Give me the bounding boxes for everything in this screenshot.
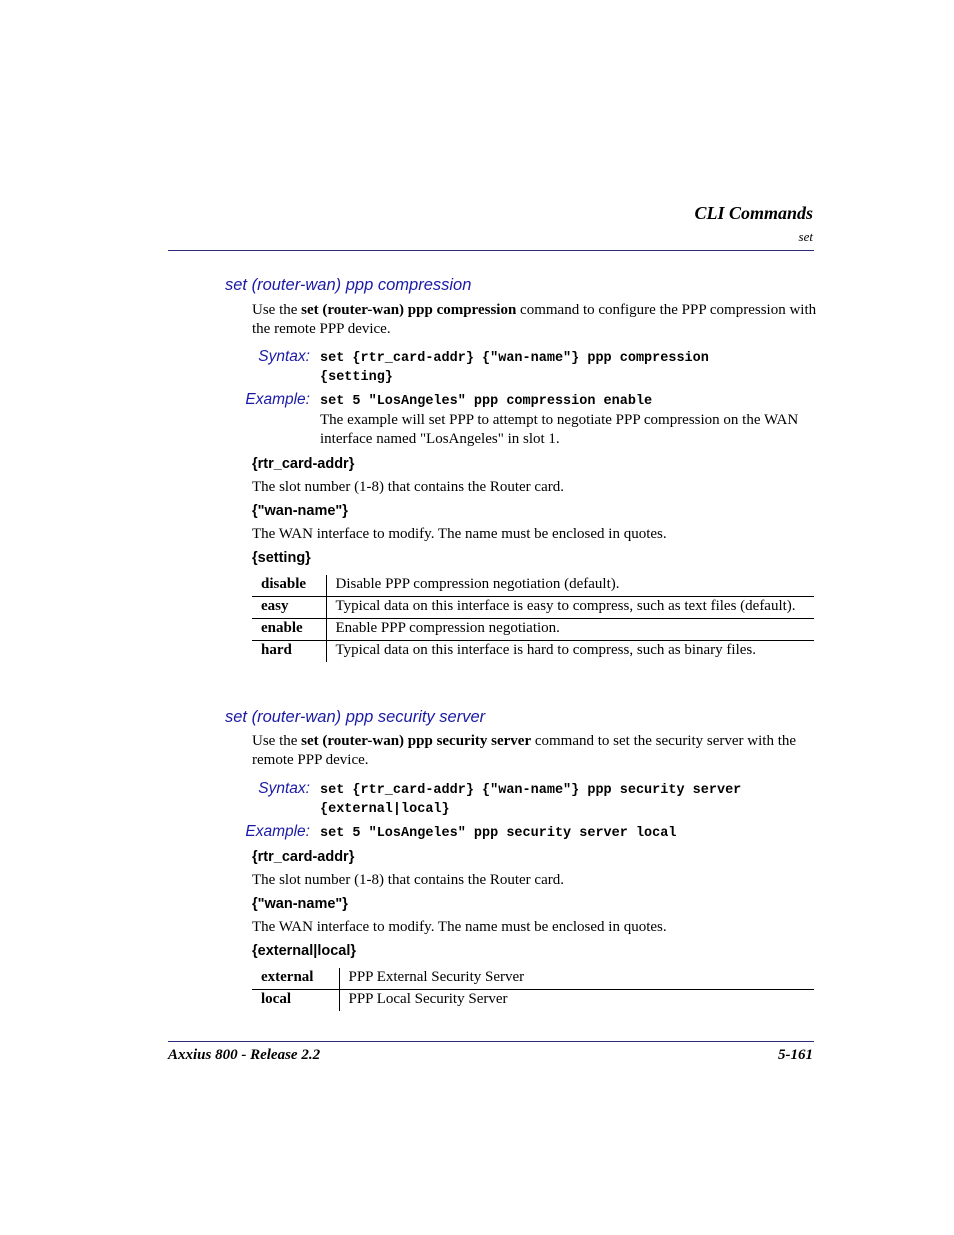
intro-text: Use the <box>252 302 302 318</box>
page-header-title: CLI Commands <box>694 203 813 223</box>
syntax-line: {external|local} <box>320 802 450 817</box>
option-value: PPP Local Security Server <box>339 990 814 1012</box>
section-heading-compression: set (router-wan) ppp compression <box>225 276 472 294</box>
option-value: Typical data on this interface is hard to compress, such as binary files. <box>326 641 814 663</box>
option-key: enable <box>252 619 326 641</box>
option-key: easy <box>252 597 326 619</box>
intro-text: command to set the security server with the remote PPP device. <box>252 733 797 768</box>
param-name: {external|local} <box>252 943 356 959</box>
intro-command: set (router-wan) ppp security server <box>301 733 532 749</box>
syntax-line: set {rtr_card-addr} {"wan-name"} ppp compression <box>320 351 709 366</box>
page-header-subtitle: set <box>798 229 813 244</box>
param-name: {setting} <box>252 550 311 566</box>
param-name: {"wan-name"} <box>252 896 348 912</box>
table-row <box>252 575 814 597</box>
syntax-line: {setting} <box>320 370 393 385</box>
param-description: The slot number (1-8) that contains the Router card. <box>252 479 564 495</box>
intro-text: command to configure the PPP compression with the remote PPP device. <box>252 302 817 337</box>
intro-command: set (router-wan) ppp compression <box>301 302 517 318</box>
param-name: {"wan-name"} <box>252 503 348 519</box>
example-description: The example will set PPP to attempt to negotiate PPP compression on the WAN interface named "LosAngeles" in slot 1. <box>320 412 799 447</box>
syntax-label: Syntax: <box>258 780 310 797</box>
example-label: Example: <box>245 823 310 840</box>
footer-page-number: 5-161 <box>778 1047 813 1063</box>
section-heading-security-server: set (router-wan) ppp security server <box>225 708 486 726</box>
option-value: Enable PPP compression negotiation. <box>326 619 814 641</box>
option-key: local <box>252 990 339 1012</box>
options-table-security-server <box>252 968 814 1011</box>
param-description: The WAN interface to modify. The name must be enclosed in quotes. <box>252 919 667 935</box>
syntax-label: Syntax: <box>258 348 310 365</box>
table-row <box>252 641 814 663</box>
table-row <box>252 968 814 990</box>
table-row <box>252 990 814 1012</box>
param-name: {rtr_card-addr} <box>252 849 355 865</box>
example-code: set 5 "LosAngeles" ppp security server local <box>320 826 677 841</box>
syntax-line: set {rtr_card-addr} {"wan-name"} ppp security server <box>320 783 742 798</box>
option-value: Disable PPP compression negotiation (default). <box>335 576 620 592</box>
header-rule <box>168 250 814 251</box>
footer-rule <box>168 1041 814 1042</box>
example-label: Example: <box>245 391 310 408</box>
option-value: PPP External Security Server <box>348 969 525 985</box>
footer-product: Axxius 800 - Release 2.2 <box>168 1047 321 1063</box>
param-description: The WAN interface to modify. The name must be enclosed in quotes. <box>252 526 667 542</box>
table-row <box>252 597 814 619</box>
table-row <box>252 619 814 641</box>
option-key: disable <box>252 575 326 597</box>
options-table-compression <box>252 575 814 662</box>
option-value: Typical data on this interface is easy to compress, such as text files (default). <box>326 597 814 619</box>
example-code: set 5 "LosAngeles" ppp compression enable <box>320 394 653 409</box>
option-key: external <box>252 968 339 990</box>
intro-text: Use the <box>252 733 302 749</box>
section-intro-security-server <box>252 732 817 769</box>
param-name: {rtr_card-addr} <box>252 456 355 472</box>
section-intro-compression <box>252 301 817 338</box>
option-key: hard <box>252 641 326 663</box>
param-description: The slot number (1-8) that contains the Router card. <box>252 872 564 888</box>
